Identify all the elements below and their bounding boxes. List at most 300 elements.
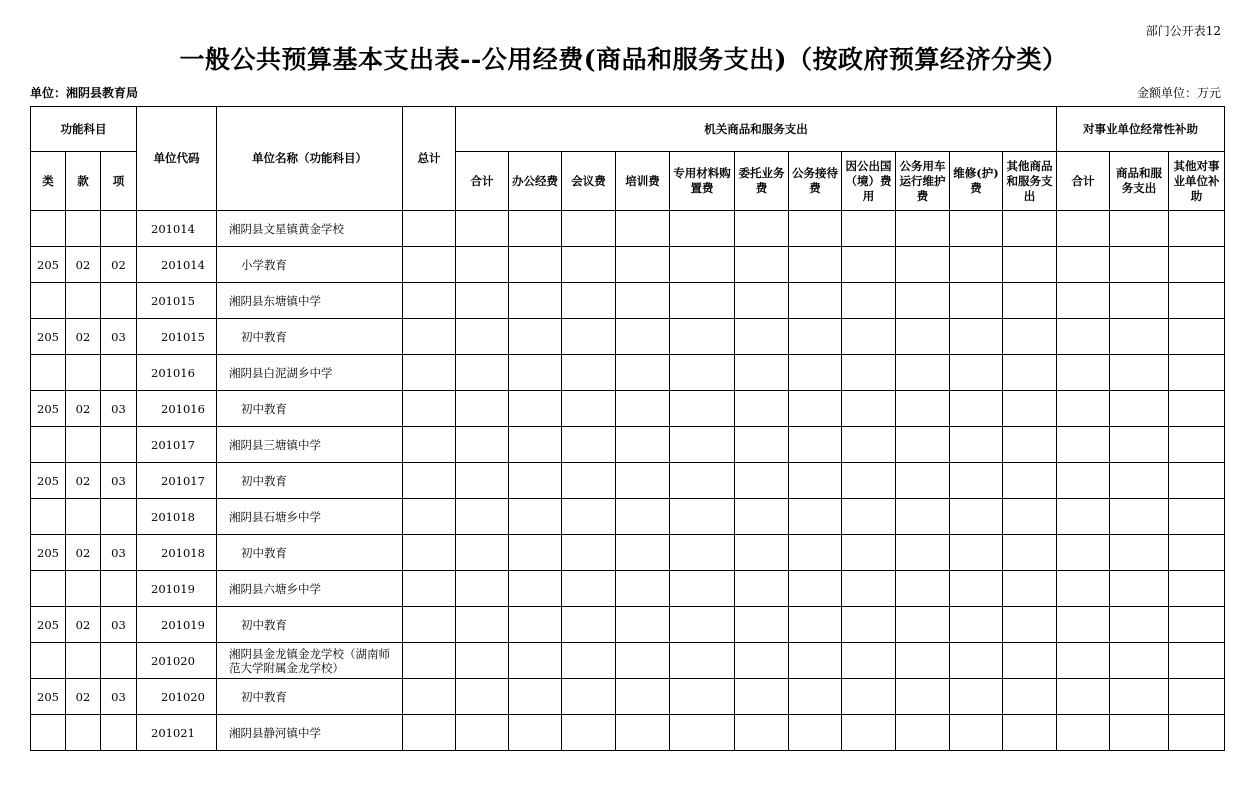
amount-cell — [1110, 571, 1169, 607]
amount-cell — [670, 715, 735, 751]
amount-cell — [456, 463, 509, 499]
unit-code-cell: 201014 — [137, 211, 217, 247]
amount-cell — [1169, 355, 1225, 391]
amount-cell — [403, 247, 456, 283]
amount-cell — [1169, 463, 1225, 499]
amount-cell — [896, 355, 950, 391]
unit-code-cell: 201015 — [137, 319, 217, 355]
lei-cell — [31, 499, 66, 535]
total-header: 总计 — [403, 107, 456, 211]
amount-cell — [1057, 607, 1110, 643]
lei-cell: 205 — [31, 391, 66, 427]
amount-cell — [1110, 283, 1169, 319]
amount-cell — [403, 283, 456, 319]
amount-cell — [1110, 247, 1169, 283]
amount-cell — [1110, 211, 1169, 247]
table-body — [31, 211, 1225, 751]
amount-cell — [616, 427, 670, 463]
amount-cell — [896, 679, 950, 715]
amount-cell — [456, 571, 509, 607]
unit-name-cell: 初中教育 — [217, 679, 403, 715]
amount-cell — [1110, 499, 1169, 535]
amount-cell — [1057, 211, 1110, 247]
amount-cell — [670, 427, 735, 463]
amount-cell — [403, 715, 456, 751]
amount-cell — [842, 607, 896, 643]
kuan-cell: 02 — [66, 391, 101, 427]
amount-cell — [1110, 715, 1169, 751]
table-row — [31, 391, 1225, 427]
amount-cell — [1003, 607, 1057, 643]
amount-cell — [950, 211, 1003, 247]
amount-cell — [1057, 283, 1110, 319]
amount-cell — [509, 319, 562, 355]
amount-cell — [1110, 643, 1169, 679]
amount-cell — [616, 319, 670, 355]
amount-cell — [616, 463, 670, 499]
amount-cell — [670, 247, 735, 283]
amount-cell — [456, 391, 509, 427]
amount-cell — [403, 391, 456, 427]
amount-cell — [950, 571, 1003, 607]
amount-cell — [896, 499, 950, 535]
unit-name-cell: 湘阴县金龙镇金龙学校（湖南师范大学附属金龙学校） — [217, 643, 403, 679]
amount-cell — [735, 463, 789, 499]
amount-cell — [789, 499, 842, 535]
amount-cell — [842, 463, 896, 499]
xiang-cell — [101, 715, 137, 751]
subsidy-col-header: 商品和服务支出 — [1110, 152, 1169, 211]
unit-name-cell: 初中教育 — [217, 463, 403, 499]
amount-cell — [789, 247, 842, 283]
amount-cell — [896, 247, 950, 283]
amount-cell — [896, 391, 950, 427]
amount-cell — [562, 463, 616, 499]
amount-cell — [1003, 643, 1057, 679]
amount-cell — [509, 715, 562, 751]
xiang-cell — [101, 283, 137, 319]
amount-cell — [842, 427, 896, 463]
amount-cell — [562, 499, 616, 535]
kuan-cell — [66, 715, 101, 751]
amount-cell — [509, 283, 562, 319]
amount-cell — [456, 211, 509, 247]
subsidy-col-header: 合计 — [1057, 152, 1110, 211]
amount-cell — [1169, 427, 1225, 463]
amount-cell — [562, 283, 616, 319]
amount-cell — [789, 391, 842, 427]
unit-code-cell: 201020 — [137, 643, 217, 679]
amount-cell — [842, 283, 896, 319]
amount-cell — [735, 355, 789, 391]
amount-cell — [403, 427, 456, 463]
amount-cell — [456, 319, 509, 355]
kuan-header: 款 — [66, 152, 101, 211]
xiang-cell — [101, 427, 137, 463]
agency-col-header: 其他商品和服务支出 — [1003, 152, 1057, 211]
amount-cell — [670, 319, 735, 355]
amount-cell — [562, 607, 616, 643]
subsidy-group-header: 对事业单位经常性补助 — [1057, 107, 1225, 152]
amount-cell — [562, 427, 616, 463]
amount-cell — [1169, 643, 1225, 679]
amount-cell — [1169, 499, 1225, 535]
amount-cell — [562, 715, 616, 751]
amount-cell — [842, 535, 896, 571]
amount-cell — [670, 607, 735, 643]
xiang-cell: 02 — [101, 247, 137, 283]
amount-cell — [896, 715, 950, 751]
kuan-cell: 02 — [66, 679, 101, 715]
amount-cell — [1003, 535, 1057, 571]
table-row — [31, 427, 1225, 463]
kuan-cell — [66, 283, 101, 319]
amount-cell — [670, 211, 735, 247]
table-row — [31, 499, 1225, 535]
unit-code-cell: 201016 — [137, 391, 217, 427]
amount-cell — [1169, 535, 1225, 571]
amount-cell — [403, 643, 456, 679]
agency-group-header: 机关商品和服务支出 — [456, 107, 1057, 152]
amount-cell — [1110, 679, 1169, 715]
amount-cell — [1057, 391, 1110, 427]
amount-cell — [735, 499, 789, 535]
amount-cell — [616, 391, 670, 427]
xiang-cell: 03 — [101, 463, 137, 499]
amount-cell — [842, 643, 896, 679]
amount-cell — [509, 535, 562, 571]
amount-cell — [670, 391, 735, 427]
amount-cell — [1003, 211, 1057, 247]
amount-cell — [1057, 715, 1110, 751]
amount-cell — [735, 679, 789, 715]
table-row — [31, 319, 1225, 355]
lei-cell — [31, 571, 66, 607]
amount-cell — [1169, 715, 1225, 751]
amount-cell — [456, 715, 509, 751]
amount-cell — [1110, 427, 1169, 463]
kuan-cell — [66, 571, 101, 607]
amount-cell — [1110, 355, 1169, 391]
amount-cell — [896, 463, 950, 499]
amount-cell — [1003, 679, 1057, 715]
amount-cell — [789, 319, 842, 355]
amount-cell — [789, 427, 842, 463]
amount-cell — [616, 499, 670, 535]
amount-cell — [842, 679, 896, 715]
amount-cell — [842, 715, 896, 751]
xiang-cell — [101, 643, 137, 679]
unit-code-cell: 201015 — [137, 283, 217, 319]
amount-cell — [1169, 391, 1225, 427]
amount-cell — [1110, 391, 1169, 427]
amount-cell — [616, 355, 670, 391]
amount-cell — [456, 679, 509, 715]
amount-cell — [456, 355, 509, 391]
amount-cell — [1057, 535, 1110, 571]
amount-cell — [562, 355, 616, 391]
amount-cell — [950, 319, 1003, 355]
agency-col-header: 委托业务费 — [735, 152, 789, 211]
amount-cell — [950, 499, 1003, 535]
unit-name-cell: 湘阴县东塘镇中学 — [217, 283, 403, 319]
table-row — [31, 715, 1225, 751]
unit-code-cell: 201019 — [137, 571, 217, 607]
amount-cell — [456, 283, 509, 319]
lei-cell — [31, 427, 66, 463]
amount-cell — [789, 607, 842, 643]
kuan-cell — [66, 211, 101, 247]
amount-cell — [842, 319, 896, 355]
amount-cell — [735, 427, 789, 463]
amount-cell — [1003, 283, 1057, 319]
lei-cell: 205 — [31, 247, 66, 283]
lei-cell — [31, 643, 66, 679]
agency-col-header: 公务用车运行维护费 — [896, 152, 950, 211]
amount-cell — [735, 535, 789, 571]
table-row — [31, 211, 1225, 247]
amount-cell — [1110, 607, 1169, 643]
amount-cell — [735, 391, 789, 427]
amount-cell — [842, 211, 896, 247]
amount-cell — [403, 535, 456, 571]
amount-cell — [1110, 319, 1169, 355]
amount-cell — [950, 715, 1003, 751]
lei-header: 类 — [31, 152, 66, 211]
amount-cell — [509, 355, 562, 391]
amount-unit-label: 金额单位：万元 — [1136, 86, 1221, 100]
amount-cell — [1003, 355, 1057, 391]
kuan-cell — [66, 355, 101, 391]
table-row — [31, 247, 1225, 283]
amount-cell — [509, 499, 562, 535]
unit-name-cell: 湘阴县石塘乡中学 — [217, 499, 403, 535]
amount-cell — [1057, 499, 1110, 535]
amount-cell — [509, 211, 562, 247]
xiang-cell: 03 — [101, 535, 137, 571]
xiang-cell: 03 — [101, 319, 137, 355]
functional-subject-header: 功能科目 — [31, 107, 137, 152]
amount-cell — [562, 535, 616, 571]
amount-cell — [403, 211, 456, 247]
amount-cell — [403, 355, 456, 391]
amount-cell — [1169, 283, 1225, 319]
amount-cell — [950, 643, 1003, 679]
agency-col-header: 维修(护)费 — [950, 152, 1003, 211]
amount-cell — [735, 715, 789, 751]
amount-cell — [789, 643, 842, 679]
agency-col-header: 会议费 — [562, 152, 616, 211]
unit-name-cell: 小学教育 — [217, 247, 403, 283]
amount-cell — [1003, 247, 1057, 283]
table-row — [31, 283, 1225, 319]
lei-cell — [31, 283, 66, 319]
amount-cell — [950, 463, 1003, 499]
amount-cell — [509, 679, 562, 715]
amount-cell — [842, 499, 896, 535]
amount-cell — [1057, 463, 1110, 499]
amount-cell — [950, 355, 1003, 391]
amount-cell — [735, 643, 789, 679]
xiang-cell: 03 — [101, 607, 137, 643]
amount-cell — [950, 391, 1003, 427]
amount-cell — [896, 607, 950, 643]
amount-cell — [562, 211, 616, 247]
amount-cell — [1057, 643, 1110, 679]
amount-cell — [670, 535, 735, 571]
amount-cell — [403, 607, 456, 643]
amount-cell — [842, 571, 896, 607]
amount-cell — [950, 427, 1003, 463]
table-row — [31, 535, 1225, 571]
amount-cell — [509, 571, 562, 607]
page-title: 一般公共预算基本支出表--公用经费(商品和服务支出)（按政府预算经济分类） — [179, 45, 1068, 74]
amount-cell — [670, 643, 735, 679]
unit-name-cell: 湘阴县六塘乡中学 — [217, 571, 403, 607]
amount-cell — [735, 211, 789, 247]
kuan-cell — [66, 643, 101, 679]
form-number: 部门公开表12 — [1145, 24, 1221, 38]
unit-name-cell: 湘阴县静河镇中学 — [217, 715, 403, 751]
amount-cell — [562, 571, 616, 607]
table-row — [31, 643, 1225, 679]
amount-cell — [789, 355, 842, 391]
amount-cell — [789, 283, 842, 319]
amount-cell — [1057, 355, 1110, 391]
lei-cell: 205 — [31, 607, 66, 643]
amount-cell — [1057, 319, 1110, 355]
unit-code-cell: 201020 — [137, 679, 217, 715]
subsidy-col-header: 其他对事业单位补助 — [1169, 152, 1225, 211]
amount-cell — [509, 607, 562, 643]
unit-name-cell: 初中教育 — [217, 607, 403, 643]
amount-cell — [616, 211, 670, 247]
amount-cell — [735, 607, 789, 643]
amount-cell — [403, 499, 456, 535]
amount-cell — [456, 643, 509, 679]
unit-code-cell: 201017 — [137, 427, 217, 463]
xiang-header: 项 — [101, 152, 137, 211]
amount-cell — [1003, 715, 1057, 751]
amount-cell — [616, 247, 670, 283]
amount-cell — [735, 571, 789, 607]
amount-cell — [562, 643, 616, 679]
amount-cell — [1057, 571, 1110, 607]
amount-cell — [562, 319, 616, 355]
amount-cell — [1110, 463, 1169, 499]
amount-cell — [403, 319, 456, 355]
amount-cell — [735, 247, 789, 283]
unit-code-cell: 201017 — [137, 463, 217, 499]
amount-cell — [896, 211, 950, 247]
xiang-cell: 03 — [101, 391, 137, 427]
agency-col-header: 培训费 — [616, 152, 670, 211]
xiang-cell: 03 — [101, 679, 137, 715]
amount-cell — [670, 463, 735, 499]
amount-cell — [616, 535, 670, 571]
kuan-cell: 02 — [66, 319, 101, 355]
unit-code-cell: 201019 — [137, 607, 217, 643]
amount-cell — [896, 427, 950, 463]
amount-cell — [616, 643, 670, 679]
unit-code-cell: 201018 — [137, 499, 217, 535]
amount-cell — [562, 391, 616, 427]
xiang-cell — [101, 499, 137, 535]
amount-cell — [1003, 391, 1057, 427]
agency-col-header: 公务接待费 — [789, 152, 842, 211]
unit-name-cell: 初中教育 — [217, 319, 403, 355]
unit-name-header: 单位名称（功能科目） — [217, 107, 403, 211]
kuan-cell: 02 — [66, 535, 101, 571]
amount-cell — [789, 211, 842, 247]
amount-cell — [896, 643, 950, 679]
amount-cell — [509, 427, 562, 463]
amount-cell — [670, 499, 735, 535]
amount-cell — [616, 715, 670, 751]
amount-cell — [670, 571, 735, 607]
amount-cell — [616, 679, 670, 715]
kuan-cell: 02 — [66, 607, 101, 643]
amount-cell — [842, 247, 896, 283]
amount-cell — [896, 535, 950, 571]
budget-table — [30, 106, 1225, 751]
unit-name-cell: 湘阴县三塘镇中学 — [217, 427, 403, 463]
amount-cell — [896, 571, 950, 607]
amount-cell — [950, 283, 1003, 319]
amount-cell — [403, 463, 456, 499]
amount-cell — [1057, 427, 1110, 463]
amount-cell — [896, 283, 950, 319]
amount-cell — [950, 247, 1003, 283]
amount-cell — [1110, 535, 1169, 571]
amount-cell — [789, 535, 842, 571]
amount-cell — [950, 607, 1003, 643]
amount-cell — [842, 355, 896, 391]
amount-cell — [1003, 499, 1057, 535]
amount-cell — [616, 571, 670, 607]
amount-cell — [670, 679, 735, 715]
agency-col-header: 专用材料购置费 — [670, 152, 735, 211]
unit-code-cell: 201014 — [137, 247, 217, 283]
amount-cell — [1003, 571, 1057, 607]
unit-name-cell: 湘阴县文星镇黄金学校 — [217, 211, 403, 247]
unit-name-cell: 初中教育 — [217, 391, 403, 427]
amount-cell — [616, 283, 670, 319]
header-row-top — [31, 107, 1225, 152]
amount-cell — [670, 283, 735, 319]
amount-cell — [509, 247, 562, 283]
amount-cell — [1169, 247, 1225, 283]
agency-col-header: 办公经费 — [509, 152, 562, 211]
kuan-cell: 02 — [66, 247, 101, 283]
amount-cell — [562, 679, 616, 715]
amount-cell — [950, 679, 1003, 715]
amount-cell — [1169, 607, 1225, 643]
xiang-cell — [101, 355, 137, 391]
amount-cell — [789, 679, 842, 715]
amount-cell — [1169, 319, 1225, 355]
amount-cell — [789, 715, 842, 751]
lei-cell: 205 — [31, 679, 66, 715]
kuan-cell — [66, 427, 101, 463]
xiang-cell — [101, 211, 137, 247]
unit-code-header: 单位代码 — [137, 107, 217, 211]
amount-cell — [1003, 319, 1057, 355]
table-row — [31, 607, 1225, 643]
amount-cell — [896, 319, 950, 355]
table-row — [31, 571, 1225, 607]
amount-cell — [1057, 247, 1110, 283]
